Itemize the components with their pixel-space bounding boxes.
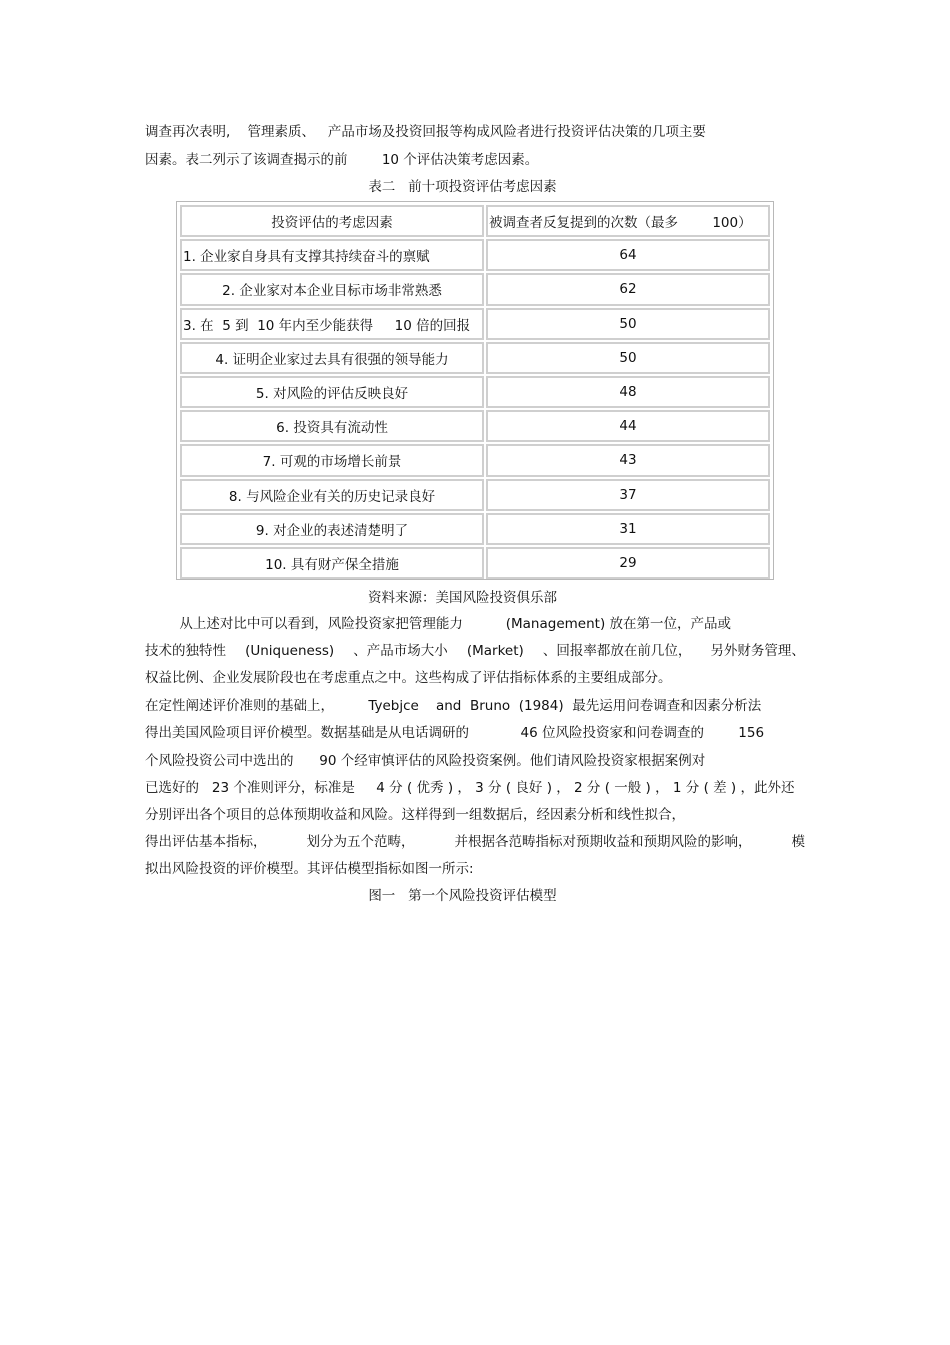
- para2-text: 、回报率都放在前几位，: [542, 643, 692, 659]
- factor-cell: 10. 具有财产保全措施: [180, 547, 484, 579]
- para3-text: 划分为五个范畴，: [306, 834, 415, 850]
- para2-line-2: [145, 641, 805, 661]
- count-cell: 50: [486, 308, 770, 340]
- para2-text: 技术的独特性: [145, 643, 226, 659]
- para3-text: 得出评估基本指标，: [145, 834, 267, 850]
- para2-text: 另外财务管理、: [710, 643, 805, 659]
- para3-line-2: 得出美国风险项目评价模型。数据基础是从电话调研的 46 位风险投资家和问卷调查的 156: [145, 725, 765, 741]
- para2-text: 、产品市场大小: [353, 643, 448, 659]
- table-row: [179, 272, 771, 306]
- header-count: 被调查者反复提到的次数（最多 100）: [486, 205, 770, 237]
- para3-line-6: [145, 832, 805, 852]
- intro-line-2: 因素。表二列示了该调查揭示的前 10 个评估决策考虑因素。: [145, 152, 539, 168]
- table-source: 资料来源：美国风险投资俱乐部: [368, 590, 557, 606]
- table-row: [179, 409, 771, 443]
- factor-cell: 5. 对风险的评估反映良好: [180, 376, 484, 408]
- count-cell: 62: [486, 273, 770, 305]
- factor-cell: 3. 在 5 到 10 年内至少能获得 10 倍的回报: [180, 308, 484, 340]
- para3-text: 并根据各范畴指标对预期收益和预期风险的影响，: [454, 834, 752, 850]
- factor-table: [176, 201, 774, 580]
- intro-line-1: 调查再次表明, 管理素质、 产品市场及投资回报等构成风险者进行投资评估决策的几项主要: [145, 124, 706, 140]
- para3-line-7: 拟出风险投资的评价模型。其评估模型指标如图一所示:: [145, 861, 474, 877]
- table-header-row: [179, 204, 771, 238]
- count-cell: 29: [486, 547, 770, 579]
- count-cell: 50: [486, 342, 770, 374]
- para2-text: (Uniqueness): [245, 643, 335, 659]
- factor-cell: 2. 企业家对本企业目标市场非常熟悉: [180, 273, 484, 305]
- table-row: [179, 238, 771, 272]
- table-row: [179, 443, 771, 477]
- para2-line-1: 从上述对比中可以看到，风险投资家把管理能力 (Management) 放在第一位，产品或: [145, 616, 731, 632]
- count-cell: 44: [486, 410, 770, 442]
- table-row: [179, 341, 771, 375]
- count-cell: 31: [486, 513, 770, 545]
- factor-cell: 7. 可观的市场增长前景: [180, 444, 484, 476]
- factor-cell: 4. 证明企业家过去具有很强的领导能力: [180, 342, 484, 374]
- factor-cell: 8. 与风险企业有关的历史记录良好: [180, 479, 484, 511]
- para2-text: (Market): [466, 643, 524, 659]
- factor-cell: 6. 投资具有流动性: [180, 410, 484, 442]
- factor-cell: 9. 对企业的表述清楚明了: [180, 513, 484, 545]
- para3-line-5: 分别评出各个项目的总体预期收益和风险。这样得到一组数据后，经因素分析和线性拟合，: [145, 807, 685, 823]
- table-row: [179, 512, 771, 546]
- para3-line-1: 在定性阐述评价准则的基础上， Tyebjce and Bruno (1984) 最先运用问卷调查和因素分析法: [145, 698, 762, 714]
- table-row: [179, 375, 771, 409]
- figure-caption: 图一 第一个风险投资评估模型: [368, 888, 557, 904]
- para3-line-4: 已选好的 23 个准则评分，标准是 4 分 ( 优秀 ) ， 3 分 ( 良好 ) ， 2 分 ( 一般 ) ， 1 分 ( 差 ) ，此外还: [145, 780, 795, 796]
- table-caption: 表二 前十项投资评估考虑因素: [368, 179, 557, 195]
- table-row: [179, 478, 771, 512]
- para3-text: 模: [791, 834, 805, 850]
- para3-line-3: 个风险投资公司中选出的 90 个经审慎评估的风险投资案例。他们请风险投资家根据案例对: [145, 753, 706, 769]
- count-cell: 43: [486, 444, 770, 476]
- count-cell: 48: [486, 376, 770, 408]
- header-factor: 投资评估的考虑因素: [180, 205, 484, 237]
- para2-line-3: 权益比例、企业发展阶段也在考虑重点之中。这些构成了评估指标体系的主要组成部分。: [145, 670, 672, 686]
- count-cell: 64: [486, 239, 770, 271]
- table-row: [179, 307, 771, 341]
- factor-cell: 1. 企业家自身具有支撑其持续奋斗的禀赋: [180, 239, 484, 271]
- count-cell: 37: [486, 479, 770, 511]
- table-row: [179, 546, 771, 580]
